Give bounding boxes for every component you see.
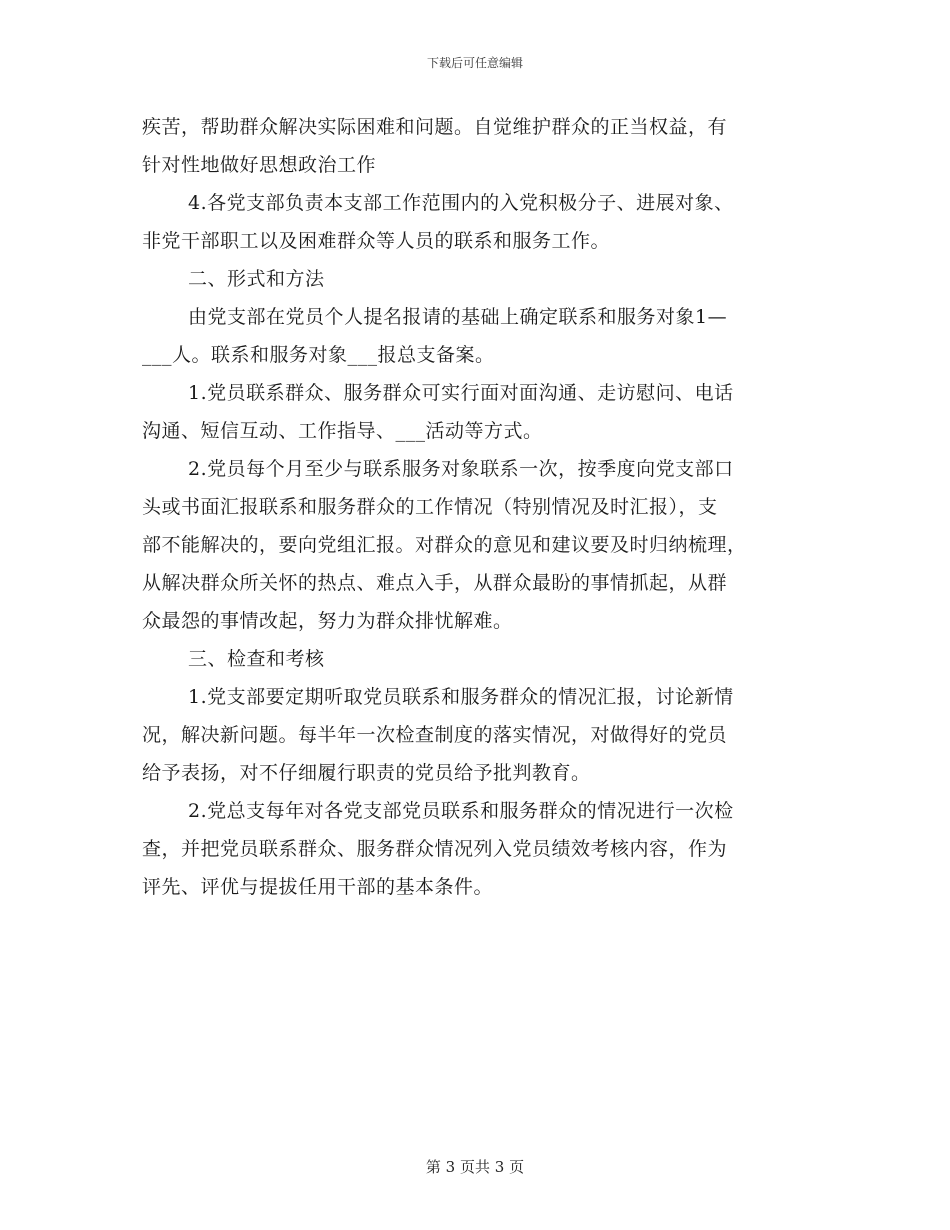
body-line: 1.党员联系群众、服务群众可实行面对面沟通、走访慰问、电话 xyxy=(188,382,734,404)
section-heading: 二、形式和方法 xyxy=(188,268,325,290)
body-line: 4.各党支部负责本支部工作范围内的入党积极分子、进展对象、 xyxy=(188,192,734,214)
body-line: 给予表扬，对不仔细履行职责的党员给予批判教育。 xyxy=(142,762,591,784)
body-line: 沟通、短信互动、工作指导、___活动等方式。 xyxy=(142,420,543,442)
body-line: 从解决群众所关怀的热点、难点入手，从群众最盼的事情抓起，从群 xyxy=(142,572,728,594)
body-line: 况，解决新问题。每半年一次检查制度的落实情况，对做得好的党员 xyxy=(142,724,728,746)
body-line: 由党支部在党员个人提名报请的基础上确定联系和服务对象1— xyxy=(188,306,728,328)
body-line: 疾苦，帮助群众解决实际困难和问题。自觉维护群众的正当权益，有 xyxy=(142,116,728,138)
page-footer: 第 3 页共 3 页 xyxy=(425,1158,525,1176)
body-line: 2.党总支每年对各党支部党员联系和服务群众的情况进行一次检 xyxy=(188,800,734,822)
body-line: 查，并把党员联系群众、服务群众情况列入党员绩效考核内容，作为 xyxy=(142,838,728,860)
page-header: 下载后可任意编辑 xyxy=(426,56,523,70)
body-line: 众最怨的事情改起，努力为群众排忧解难。 xyxy=(142,610,513,632)
body-line: 头或书面汇报联系和服务群众的工作情况（特别情况及时汇报），支 xyxy=(142,496,718,518)
body-line: 部不能解决的，要向党组汇报。对群众的意见和建议要及时归纳梳理， xyxy=(142,534,747,556)
body-line: 针对性地做好思想政治工作 xyxy=(142,154,377,176)
body-line: ___人。联系和服务对象___报总支备案。 xyxy=(142,344,495,366)
body-line: 2.党员每个月至少与联系服务对象联系一次，按季度向党支部口 xyxy=(188,458,734,480)
body-line: 评先、评优与提拔任用干部的基本条件。 xyxy=(142,876,494,898)
document-body xyxy=(142,108,802,906)
body-line: 1.党支部要定期听取党员联系和服务群众的情况汇报，讨论新情 xyxy=(188,686,734,708)
body-line: 非党干部职工以及困难群众等人员的联系和服务工作。 xyxy=(142,230,611,252)
section-heading: 三、检查和考核 xyxy=(188,648,325,670)
